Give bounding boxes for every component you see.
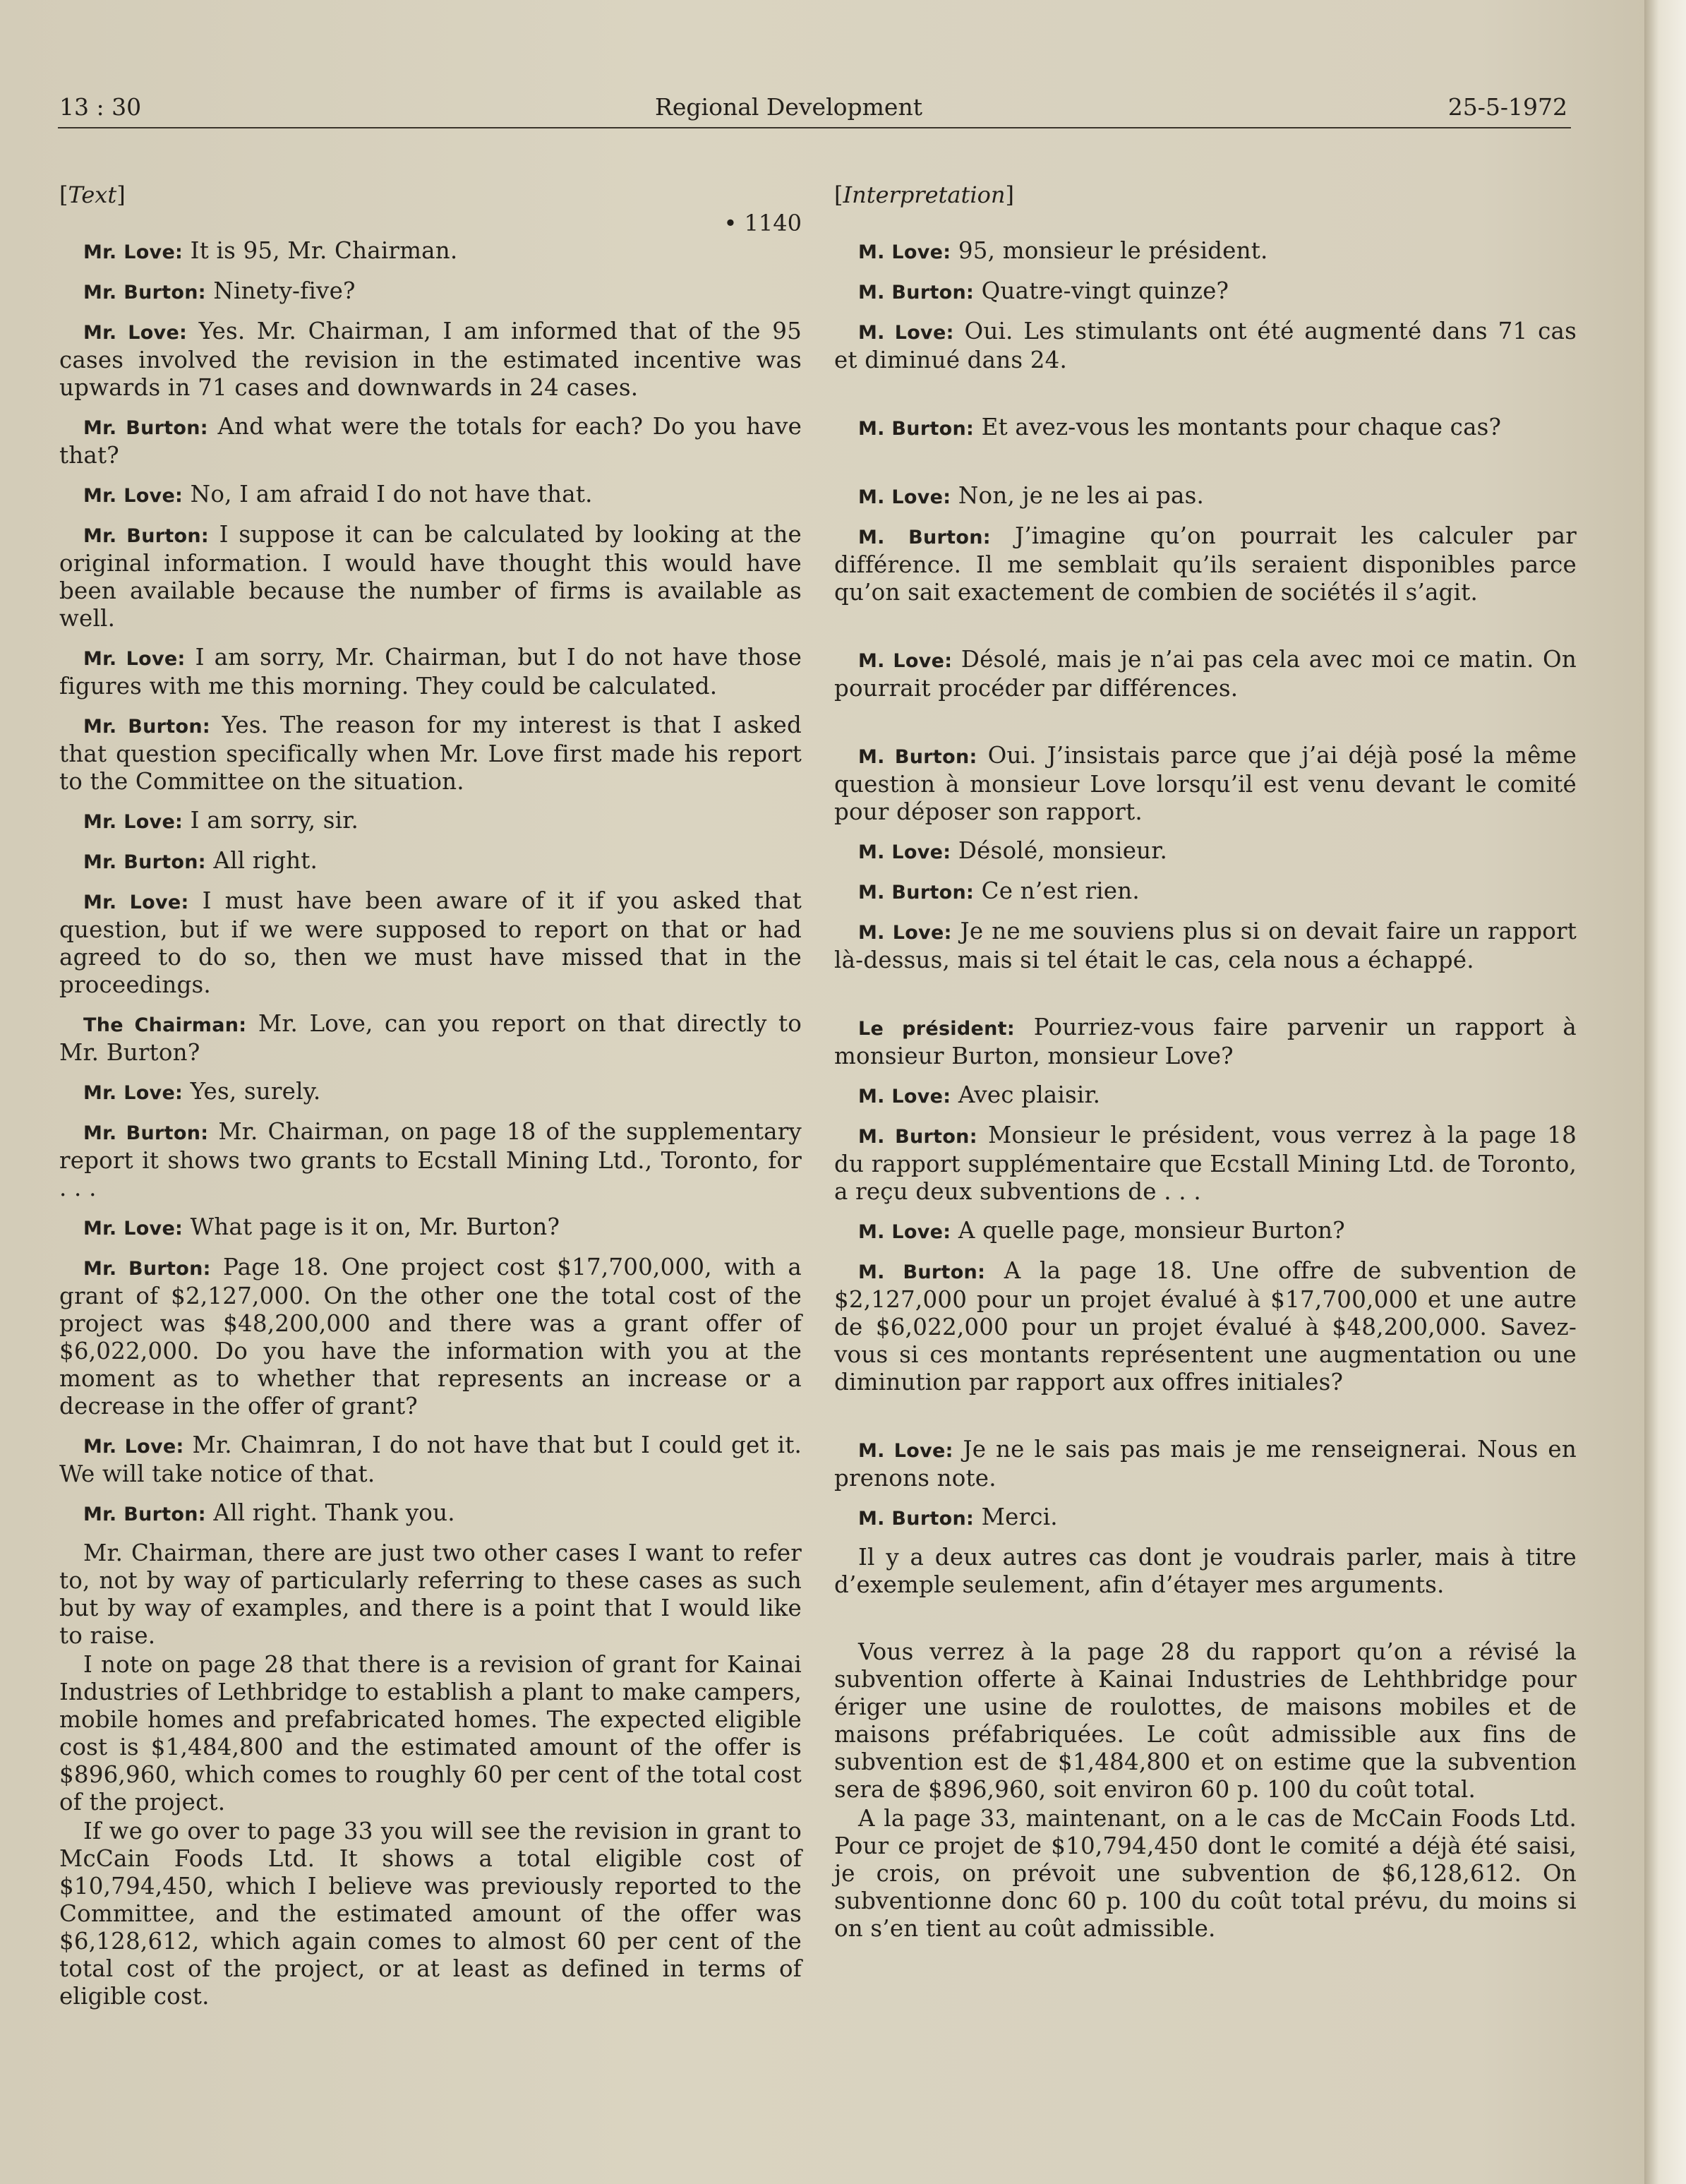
speaker-name: Mr. Love: <box>83 811 183 833</box>
speaker-name: M. Love: <box>858 1440 953 1462</box>
transcript-paragraph <box>834 837 1577 866</box>
speaker-name: Mr. Burton: <box>83 417 208 439</box>
speech-text: I note on page 28 that there is a revision of grant for Kainai Industries of Lethbridge to establish a plant to make campers, mobile homes and prefabricated homes. The expected eligible cost is $1,484,800 and the estimated amount of the offer is $896,960, which comes to roughly 60 per cent of the total cost of the project. <box>59 1651 802 1816</box>
transcript-paragraph <box>59 644 802 700</box>
speech-text: Yes. The reason for my interest is that I asked that question specifically when Mr. Love first made his report to the Committee on the situation. <box>59 712 802 795</box>
speaker-name: M. Love: <box>858 486 951 508</box>
speaker-name: M. Love: <box>858 241 951 263</box>
speaker-name: Mr. Burton: <box>83 282 206 304</box>
speaker-name: M. Burton: <box>858 1126 977 1148</box>
transcript-paragraph <box>59 1254 802 1420</box>
transcript-paragraph <box>834 1014 1577 1070</box>
transcript-paragraph <box>59 1818 802 2010</box>
transcript-paragraph <box>834 1122 1577 1206</box>
transcript-paragraph <box>59 1432 802 1488</box>
transcript-paragraph <box>59 1118 802 1202</box>
transcript-paragraph <box>834 237 1577 266</box>
page-number: 13 : 30 <box>59 93 142 121</box>
speaker-name: Mr. Burton: <box>83 851 206 873</box>
header-rule <box>58 127 1571 128</box>
speaker-name: Mr. Burton: <box>83 525 210 547</box>
speech-text: A la page 33, maintenant, on a le cas de McCain Foods Ltd. Pour ce projet de $10,794,450 dont le comité a déjà été saisi, je crois, on prévoit une subvention de $6,128,612. On subventionne donc 60 p. 100 du coût total prévu, du moins si on s’en tient au coût admissible. <box>834 1805 1577 1942</box>
running-title: Regional Development <box>655 93 922 121</box>
speech-text: All right. Thank you. <box>205 1499 455 1526</box>
speech-text: Mr. Chairman, on page 18 of the supplementary report it shows two grants to Ecstall Mining Ltd., Toronto, for . . . <box>59 1118 802 1201</box>
speech-text: Merci. <box>974 1504 1058 1530</box>
speech-text: Je ne le sais pas mais je me renseignerai. Nous en prenons note. <box>834 1436 1577 1492</box>
speech-text: Yes, surely. <box>183 1078 321 1105</box>
speaker-name: M. Love: <box>858 1086 951 1108</box>
transcript-paragraph <box>834 1805 1577 1943</box>
transcript-paragraph <box>834 918 1577 974</box>
speech-text: Il y a deux autres cas dont je voudrais parler, mais à titre d’exemple seulement, afin d’étayer mes arguments. <box>834 1544 1577 1598</box>
speech-text: No, I am afraid I do not have that. <box>183 481 593 508</box>
speech-text: If we go over to page 33 you will see the revision in grant to McCain Foods Ltd. It shows a total eligible cost of $10,794,450, which I believe was previously reported to the Committee, and the estimated amount of the offer was $6,128,612, which again comes to almost 60 per cent of the total cost of the project, or at least as defined in terms of eligible cost. <box>59 1818 802 2010</box>
speech-text: Vous verrez à la page 28 du rapport qu’on a révisé la subvention offerte à Kainai Industries de Lehthbridge pour ériger une usine de roulottes, de maisons mobiles et de maisons préfabriquées. Le coût admissible aux fins de subvention est de $1,484,800 et on estime que la subvention sera de $896,960, soit environ 60 p. 100 du coût total. <box>834 1638 1577 1803</box>
speech-text: J’imagine qu’on pourrait les calculer par différence. Il me semblait qu’ils seraient disponibles parce qu’on sait exactement de combien de sociétés il s’agit. <box>834 522 1577 606</box>
column-label: [Text] <box>59 181 126 208</box>
speech-text: Page 18. One project cost $17,700,000, with a grant of $2,127,000. On the other one the total cost of the project was $48,200,000 and there was a grant offer of $6,022,000. Do you have the information with you at the moment as to whether that represents an increase or a decrease in the offer of grant? <box>59 1254 802 1420</box>
transcript-paragraph <box>834 522 1577 606</box>
speech-text: I suppose it can be calculated by looking at the original information. I would have thought this would have been available because the number of firms is available as well. <box>59 521 802 632</box>
column-label: [Interpretation] <box>834 181 1014 208</box>
transcript-paragraph <box>834 1504 1577 1532</box>
speaker-name: Mr. Love: <box>83 485 183 507</box>
speaker-name: Mr. Burton: <box>83 1504 206 1525</box>
speaker-name: M. Love: <box>858 922 952 944</box>
speaker-name: M. Burton: <box>858 418 975 440</box>
speech-text: A quelle page, monsieur Burton? <box>951 1217 1345 1244</box>
speech-text: Oui. Les stimulants ont été augmenté dans 71 cas et diminué dans 24. <box>834 318 1577 373</box>
speaker-name: M. Love: <box>858 322 954 344</box>
french-column <box>834 181 1577 1943</box>
speaker-name: M. Burton: <box>858 1261 986 1283</box>
transcript-paragraph <box>59 521 802 632</box>
transcript-paragraph <box>834 1638 1577 1804</box>
transcript-paragraph <box>59 1499 802 1528</box>
transcript-paragraph <box>834 1544 1577 1599</box>
transcript-paragraph <box>59 1010 802 1067</box>
speech-text: Désolé, monsieur. <box>951 837 1167 864</box>
transcript-paragraph <box>59 318 802 402</box>
transcript-paragraph <box>834 277 1577 306</box>
speaker-name: Mr. Love: <box>83 648 186 670</box>
speech-text: Oui. J’insistais parce que j’ai déjà posé la même question à monsieur Love lorsqu’il est venu devant le comité pour déposer son rapport. <box>834 742 1577 825</box>
speech-text: Je ne me souviens plus si on devait faire un rapport là-dessus, mais si tel était le cas, cela nous a échappé. <box>834 918 1577 973</box>
speaker-name: M. Burton: <box>858 882 975 904</box>
speaker-name: M. Love: <box>858 841 951 863</box>
speech-text: Désolé, mais je n’ai pas cela avec moi ce matin. On pourrait procéder par différences. <box>834 646 1577 702</box>
english-transcript <box>59 237 802 2010</box>
speech-text: Quatre-vingt quinze? <box>974 277 1229 304</box>
transcript-paragraph <box>834 414 1577 443</box>
transcript-paragraph <box>59 237 802 266</box>
transcript-paragraph <box>834 742 1577 826</box>
speaker-name: Le président: <box>858 1018 1015 1040</box>
page-edge-shadow <box>1644 0 1686 2184</box>
english-column <box>59 181 802 2010</box>
transcript-paragraph <box>834 1257 1577 1396</box>
page-date: 25-5-1972 <box>1447 93 1567 121</box>
speech-text: Mr. Chaimran, I do not have that but I could get it. We will take notice of that. <box>59 1432 802 1487</box>
transcript-paragraph <box>834 318 1577 374</box>
transcript-paragraph <box>834 1217 1577 1246</box>
speech-text: Pourriez-vous faire parvenir un rapport à monsieur Burton, monsieur Love? <box>834 1014 1577 1069</box>
marker-spacer <box>834 209 1577 237</box>
transcript-paragraph <box>59 1213 802 1242</box>
speaker-name: Mr. Love: <box>83 241 183 263</box>
speech-text: What page is it on, Mr. Burton? <box>183 1213 560 1240</box>
time-marker: • 1140 <box>723 210 802 236</box>
speaker-name: Mr. Love: <box>83 1436 184 1458</box>
speaker-name: M. Love: <box>858 650 953 672</box>
speech-text: Avec plaisir. <box>951 1081 1101 1108</box>
column-label-text: Text <box>68 181 117 208</box>
speech-text: Ninety-five? <box>205 277 356 304</box>
transcript-paragraph <box>59 712 802 796</box>
transcript-paragraph <box>834 1081 1577 1110</box>
transcript-paragraph <box>59 887 802 999</box>
speech-text: I am sorry, Mr. Chairman, but I do not have those figures with me this morning. They could be calculated. <box>59 644 802 700</box>
speech-text: Mr. Love, can you report on that directly to Mr. Burton? <box>59 1010 802 1066</box>
speaker-name: The Chairman: <box>83 1014 247 1036</box>
speech-text: A la page 18. Une offre de subvention de $2,127,000 pour un projet évalué à $17,700,000 et une autre de $6,022,000 pour un projet évalué à $48,200,000. Savez-vous si ces montants représentent une augmentation ou une diminution par rapport aux offres initiales? <box>834 1257 1577 1396</box>
column-label-text: Interpretation <box>843 181 1006 208</box>
transcript-paragraph <box>59 1651 802 1816</box>
transcript-paragraph <box>59 481 802 510</box>
speech-text: Mr. Chairman, there are just two other cases I want to refer to, not by way of particularly referring to these cases as such but by way of examples, and there is a point that I would like to raise. <box>59 1540 802 1649</box>
speech-text: Yes. Mr. Chairman, I am informed that of the 95 cases involved the revision in the estimated incentive was upwards in 71 cases and downwards in 24 cases. <box>59 318 802 401</box>
speech-text: And what were the totals for each? Do you have that? <box>59 413 802 469</box>
transcript-paragraph <box>834 877 1577 906</box>
speech-text: 95, monsieur le président. <box>951 237 1268 264</box>
transcript-paragraph <box>834 646 1577 702</box>
speech-text: I am sorry, sir. <box>183 807 359 834</box>
transcript-paragraph <box>59 807 802 836</box>
speech-text: Non, je ne les ai pas. <box>951 482 1204 509</box>
speaker-name: M. Burton: <box>858 282 975 304</box>
speaker-name: M. Burton: <box>858 746 977 768</box>
speaker-name: Mr. Love: <box>83 322 188 344</box>
speaker-name: Mr. Burton: <box>83 1258 211 1280</box>
speaker-name: Mr. Burton: <box>83 716 210 738</box>
speaker-name: M. Burton: <box>858 1508 975 1530</box>
speech-text: It is 95, Mr. Chairman. <box>183 237 458 264</box>
speaker-name: Mr. Love: <box>83 892 189 913</box>
transcript-paragraph <box>834 482 1577 511</box>
speaker-name: M. Love: <box>858 1221 951 1243</box>
speech-text: Et avez-vous les montants pour chaque cas? <box>974 414 1502 440</box>
transcript-paragraph <box>59 847 802 876</box>
speech-text: Monsieur le président, vous verrez à la page 18 du rapport supplémentaire que Ecstall Mining Ltd. de Toronto, a reçu deux subventions de . . . <box>834 1122 1577 1205</box>
transcript-paragraph <box>59 1078 802 1107</box>
french-transcript <box>834 237 1577 1943</box>
speech-text: All right. <box>205 847 318 874</box>
transcript-paragraph <box>59 277 802 306</box>
transcript-paragraph <box>834 1436 1577 1492</box>
speech-text: Ce n’est rien. <box>974 877 1140 904</box>
speaker-name: M. Burton: <box>858 527 991 548</box>
speaker-name: Mr. Burton: <box>83 1122 209 1144</box>
transcript-paragraph <box>59 1540 802 1650</box>
speech-text: I must have been aware of it if you asked that question, but if we were supposed to report on that or had agreed to do so, then we must have missed that in the proceedings. <box>59 887 802 998</box>
transcript-paragraph <box>59 413 802 469</box>
speaker-name: Mr. Love: <box>83 1218 183 1240</box>
speaker-name: Mr. Love: <box>83 1082 183 1104</box>
